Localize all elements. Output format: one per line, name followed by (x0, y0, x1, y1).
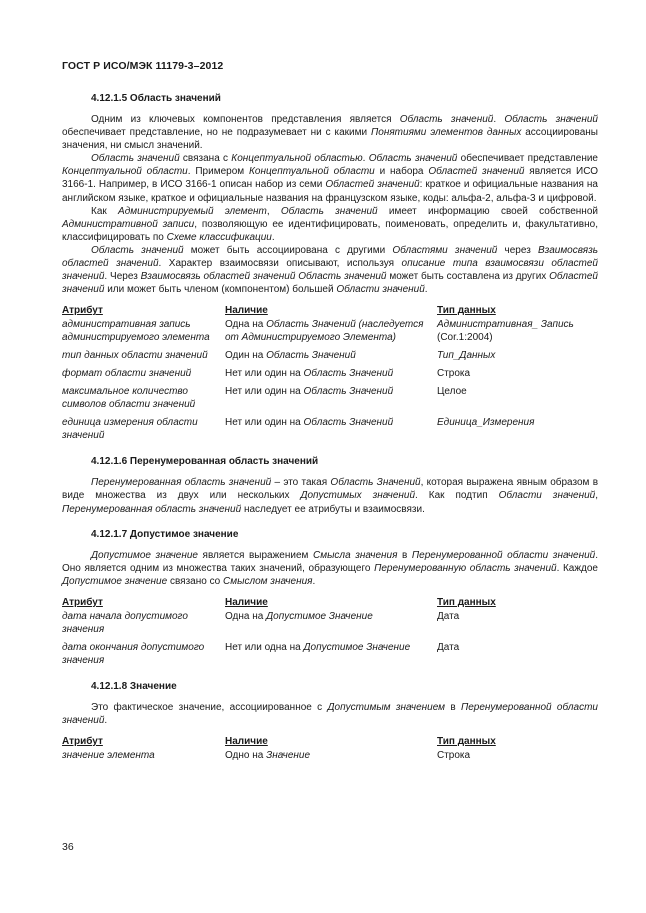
section-heading: 4.12.1.6 Перенумерованная область значений (91, 456, 319, 468)
table-row (62, 416, 598, 447)
section-heading: 4.12.1.7 Допустимое значение (91, 528, 239, 540)
datatype-cell: Строка (437, 368, 471, 380)
attribute-cell: единица измерения области значений (62, 417, 198, 442)
column-header: Наличие (225, 736, 268, 748)
table-row (62, 318, 598, 349)
paragraph: Допустимое значение является выражением Смысла значения в Перенумерованной области значений. Оно является одним из множества таких значений, образующего Перенумерованную область значений. Каждое Допустимое значение связано со Смыслом значения. (62, 549, 598, 587)
table-row (62, 641, 598, 672)
column-header: Атрибут (62, 596, 103, 608)
attribute-cell: дата окончания допустимого значения (62, 641, 205, 666)
column-header: Атрибут (62, 736, 103, 748)
section-s2 (62, 455, 598, 521)
paragraph: Область значений связана с Концептуальной областью. Область значений обеспечивает представление Концептуальной области. Примером Концептуальной области и набора Областей значений является ИСО 3166-1. Например, в ИСО 3166-1 описан набор из семи Областей значений: краткое и официальные названия на английском языке, краткое и официальные названия на французском языке, коды: альфа-2, альфа-3 и цифровой. (62, 153, 598, 204)
column-header: Наличие (225, 596, 268, 608)
presence-cell: Нет или один на Область Значений (225, 368, 394, 380)
datatype-cell: Единица_Измерения (437, 417, 535, 429)
attribute-table (62, 304, 598, 447)
presence-cell: Нет или один на Область Значений (225, 386, 394, 398)
page-number: 36 (62, 841, 74, 853)
table-row (62, 385, 598, 416)
attribute-cell: дата начала допустимого значения (62, 610, 188, 635)
table-row (62, 610, 598, 641)
table-header-row (62, 596, 598, 610)
attribute-cell: значение элемента (62, 750, 155, 762)
column-header: Атрибут (62, 305, 103, 317)
table-header-row (62, 304, 598, 318)
presence-cell: Одна на Допустимое Значение (225, 610, 373, 622)
section-s1 (62, 92, 598, 447)
column-header: Тип данных (437, 596, 496, 608)
paragraph: Это фактическое значение, ассоциированное с Допустимым значением в Перенумерованной области значений. (62, 701, 598, 726)
presence-cell: Один на Область Значений (225, 350, 356, 362)
datatype-cell: Строка (437, 750, 471, 762)
section-s3 (62, 528, 598, 672)
section-heading: 4.12.1.5 Область значений (91, 93, 221, 104)
paragraph: Одним из ключевых компонентов представления является Область значений. Область значений обеспечивает представление, но не подразумевает ни с какими Понятиями элементов данных ассоциированы значения, ни смысл значений. (62, 114, 598, 152)
datatype-cell: Административная_ Запись (Cor.1:2004) (437, 319, 574, 344)
table-row (62, 349, 598, 367)
datatype-cell: Дата (437, 641, 460, 653)
attribute-cell: тип данных области значений (62, 350, 208, 362)
running-header: ГОСТ Р ИСО/МЭК 11179-3–2012 (62, 60, 224, 72)
document-body (62, 92, 598, 775)
section-s4 (62, 680, 598, 767)
section-heading: 4.12.1.8 Значение (91, 680, 177, 692)
presence-cell: Одно на Значение (225, 750, 311, 762)
attribute-cell: административная запись администрируемого элемента (62, 319, 210, 344)
attribute-table (62, 596, 598, 672)
table-header-row (62, 735, 598, 749)
datatype-cell: Целое (437, 386, 467, 398)
presence-cell: Нет или одна на Допустимое Значение (225, 641, 411, 653)
attribute-table (62, 735, 598, 767)
attribute-cell: формат области значений (62, 368, 192, 380)
table-row (62, 367, 598, 385)
column-header: Наличие (225, 305, 268, 317)
presence-cell: Одна на Область Значений (наследуется от Администрируемого Элемента) (225, 319, 424, 344)
table-row (62, 749, 598, 767)
paragraph: Как Администрируемый элемент, Область значений имеет информацию своей собственной Административной записи, позволяющую ее идентифицировать, поименовать, определить и, факультативно, классифицировать по Схеме классификации. (62, 205, 598, 243)
datatype-cell: Тип_Данных (437, 350, 496, 362)
paragraph: Область значений может быть ассоциирована с другими Областями значений через Взаимосвязь областей значений. Характер взаимосвязи описывают, используя описание типа взаимосвязи областей значений. Через Взаимосвязь областей значений Область значений может быть составлена из других Областей значений или может быть членом (компонентом) большей Области значений. (62, 244, 598, 296)
datatype-cell: Дата (437, 610, 460, 622)
presence-cell: Нет или один на Область Значений (225, 417, 394, 429)
attribute-cell: максимальное количество символов области значений (62, 386, 196, 411)
column-header: Тип данных (437, 736, 496, 748)
paragraph: Перенумерованная область значений – это такая Область Значений, которая выражена явным образом в виде множества из двух или нескольких Допустимых значений. Как подтип Области значений, Перенумерованная область значений наследует ее атрибуты и взаимосвязи. (62, 477, 599, 515)
column-header: Тип данных (437, 305, 496, 317)
